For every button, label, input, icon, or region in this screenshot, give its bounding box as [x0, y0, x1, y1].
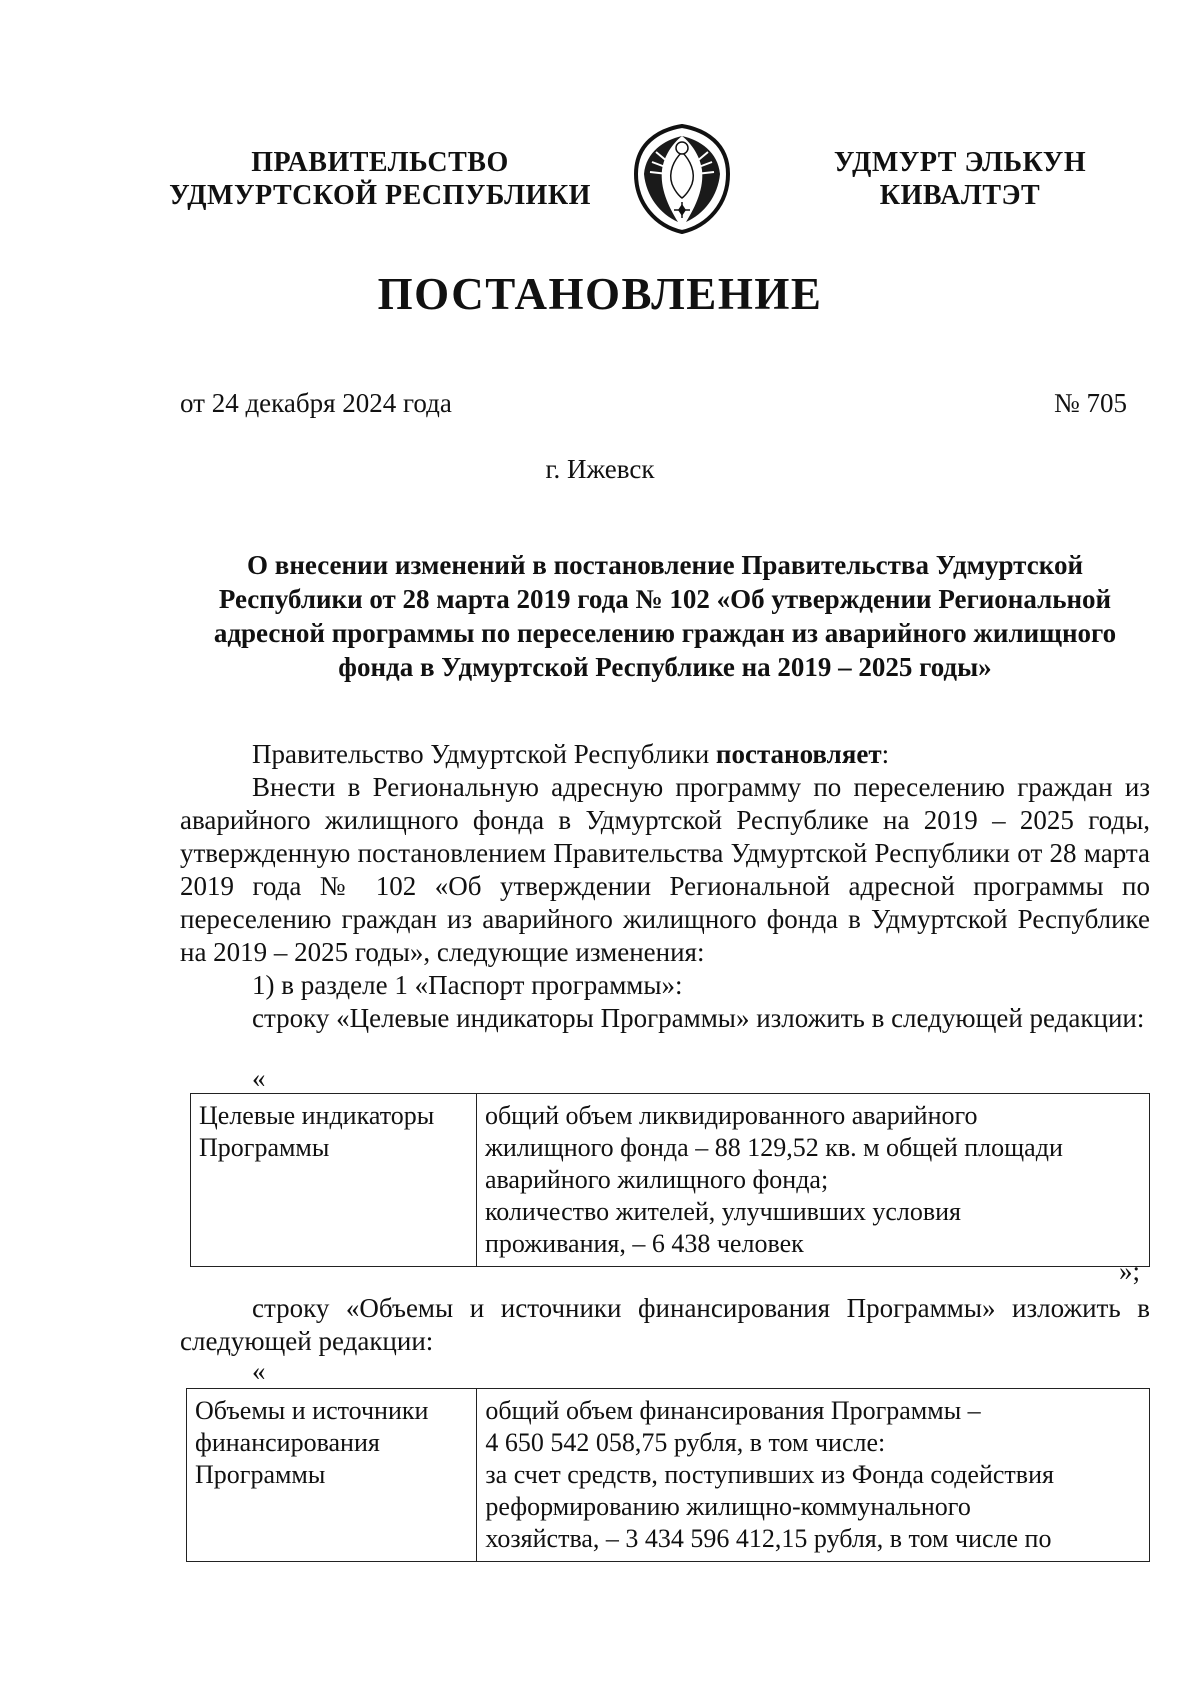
row-2-instruction-block: [180, 1292, 1150, 1358]
table-1-label-line: Программы: [199, 1133, 330, 1162]
row-1-instruction: строку «Целевые индикаторы Программы» изложить в следующей редакции:: [252, 1003, 1145, 1033]
header-right-line-2: КИВАЛТЭТ: [879, 180, 1041, 211]
financing-table: [186, 1388, 1150, 1562]
header-right-title: [790, 146, 1130, 212]
table-2-value-line: за счет средств, поступивших из Фонда содействия: [485, 1460, 1054, 1489]
subject-line-3: адресной программы по переселению граждан из аварийного жилищного: [213, 618, 1117, 648]
table-1-label-cell: [191, 1094, 477, 1267]
table-1-close-quote: »;: [1118, 1256, 1140, 1286]
row-2-instruction: строку «Объемы и источники финансирования Программы» изложить в следующей редакции:: [180, 1293, 1150, 1356]
document-body: [180, 738, 1150, 1035]
intro-paragraph: [180, 738, 1150, 771]
table-2-label-cell: [187, 1389, 477, 1562]
header-left-line-1: ПРАВИТЕЛЬСТВО: [251, 147, 509, 178]
header-right-line-1: УДМУРТ ЭЛЬКУН: [833, 147, 1087, 178]
document-type-title: ПОСТАНОВЛЕНИЕ: [377, 269, 823, 319]
udmurt-coat-of-arms-icon: [628, 122, 736, 236]
table-1-value-line: общий объем ликвидированного аварийного: [484, 1101, 978, 1130]
table-1-value-line: жилищного фонда – 88 129,52 кв. м общей площади: [484, 1133, 1063, 1162]
subject-line-1: О внесении изменений в постановление Правительства Удмуртской: [247, 550, 1083, 580]
amendment-paragraph: Внести в Региональную адресную программу по переселению граждан из аварийного жилищного фонда в Удмуртской Республике на 2019 – 2025 годы, утвержденную постановлением Правительства Удмуртской Республики от 28 марта 2019 года № 102 «Об утверждении Региональной адресной программы по переселению граждан из аварийного жилищного фонда в Удмуртской Республике на 2019 – 2025 годы», следующие изменения:: [180, 772, 1150, 967]
intro-verb: постановляет: [715, 739, 882, 769]
table-2-value-line: реформированию жилищно-коммунального: [485, 1492, 971, 1521]
table-1-value-cell: [476, 1094, 1149, 1267]
intro-colon: :: [881, 739, 890, 769]
table-2-label-line: финансирования: [195, 1428, 380, 1457]
table-1-value-line: аварийного жилищного фонда;: [484, 1165, 829, 1194]
subject-line-4: фонда в Удмуртской Республике на 2019 – 2025 годы»: [338, 652, 992, 682]
table-2-open-quote: «: [252, 1356, 266, 1386]
document-number: № 705: [1053, 388, 1127, 418]
header-left-title: [150, 146, 610, 212]
table-1-label-line: Целевые индикаторы: [199, 1101, 435, 1130]
table-2-label-line: Объемы и источники: [195, 1396, 429, 1425]
intro-text: Правительство Удмуртской Республики: [252, 739, 716, 769]
subject-line-2: Республики от 28 марта 2019 года № 102 «Об утверждении Региональной: [218, 584, 1112, 614]
table-row: [187, 1389, 1150, 1562]
table-2-value-line: общий объем финансирования Программы –: [485, 1396, 981, 1425]
table-1-open-quote: «: [252, 1063, 266, 1093]
document-subject: [180, 548, 1150, 684]
table-2-value-cell: [477, 1389, 1150, 1562]
table-2-label-line: Программы: [195, 1460, 326, 1489]
table-1-value-line: количество жителей, улучшивших условия: [484, 1197, 962, 1226]
header-left-line-2: УДМУРТСКОЙ РЕСПУБЛИКИ: [169, 180, 591, 211]
table-1-value-line: проживания, – 6 438 человек: [484, 1229, 804, 1258]
document-city: г. Ижевск: [545, 454, 655, 484]
table-2-value-line: 4 650 542 058,75 рубля, в том числе:: [485, 1428, 886, 1457]
document-date: от 24 декабря 2024 года: [180, 388, 452, 418]
table-row: [191, 1094, 1150, 1267]
target-indicators-table: [190, 1093, 1150, 1267]
table-2-value-line: хозяйства, – 3 434 596 412,15 рубля, в том числе по: [485, 1524, 1052, 1553]
section-paragraph: 1) в разделе 1 «Паспорт программы»:: [252, 970, 683, 1000]
